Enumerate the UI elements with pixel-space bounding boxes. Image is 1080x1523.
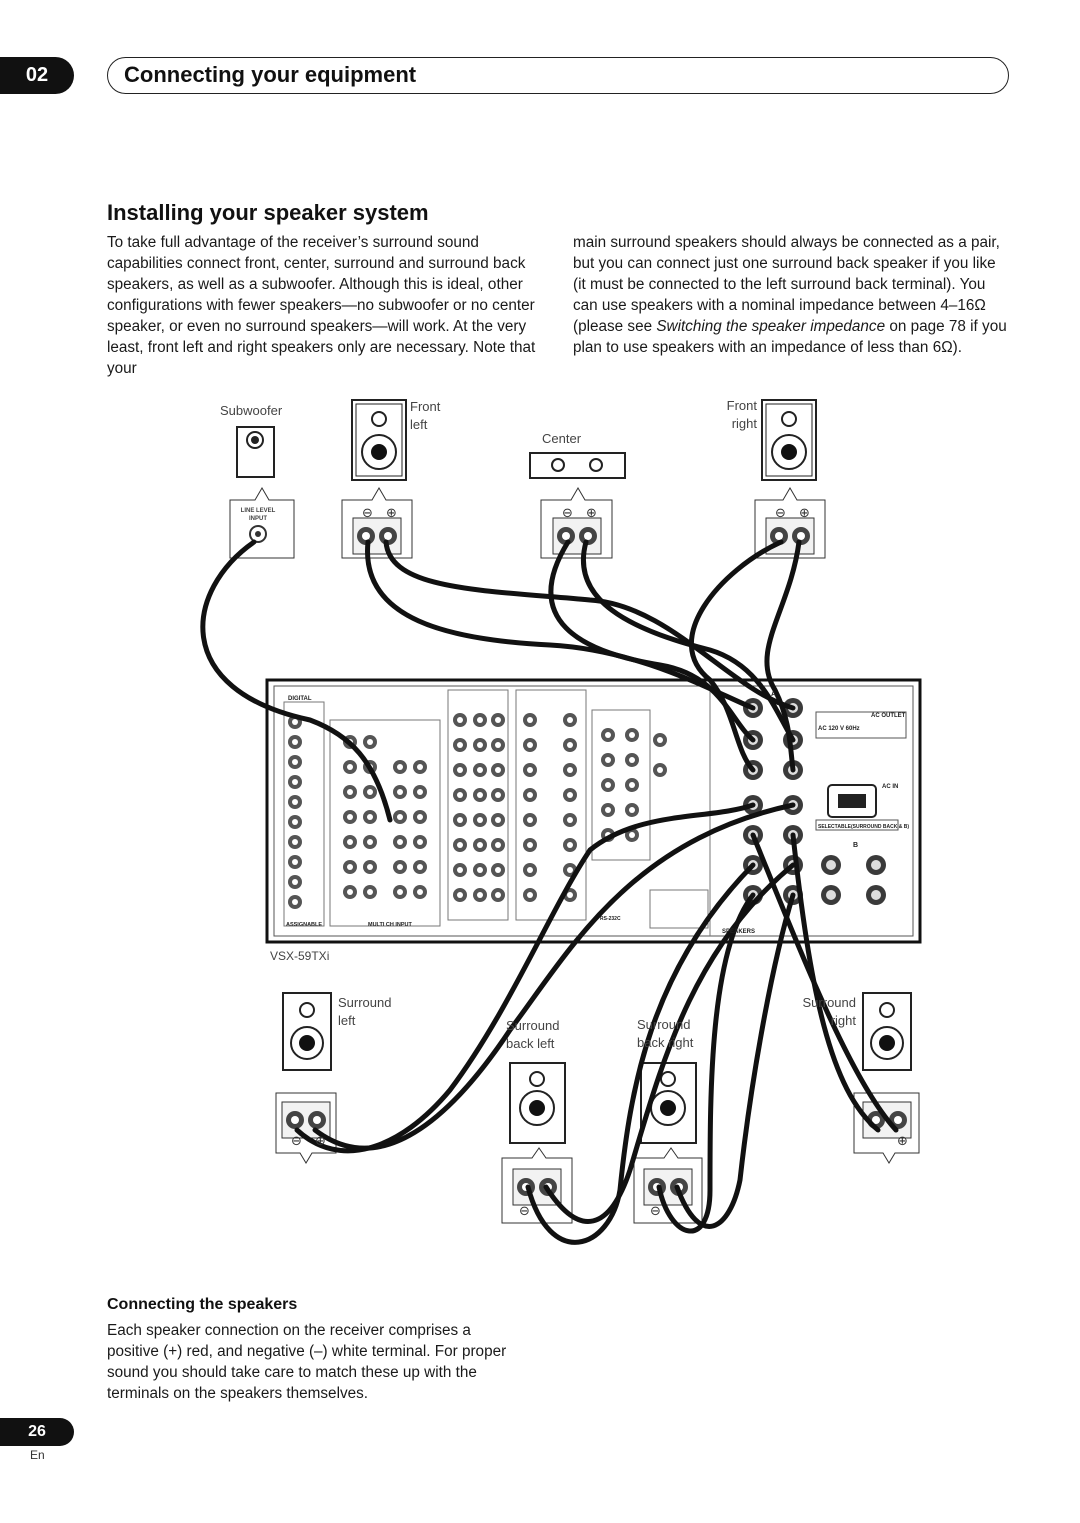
panel-label-multi-ch-input: MULTI CH INPUT <box>368 922 412 928</box>
surround-back-left-minus-symbol: ⊖ <box>519 1204 530 1219</box>
surround-right-terminal-callout <box>854 1093 919 1163</box>
surround-right-plus-symbol: ⊕ <box>897 1134 908 1149</box>
front-right-minus-symbol: ⊖ <box>775 506 786 521</box>
label-surround-back-right: Surround back right <box>637 1017 694 1050</box>
intro-right-column <box>573 232 1009 358</box>
panel-label-digital: DIGITAL <box>288 696 312 702</box>
panel-label-rs232c: RS-232C <box>600 916 621 922</box>
surround-left-minus-symbol: ⊖ <box>291 1134 302 1149</box>
connecting-speakers-title: Connecting the speakers <box>107 1296 298 1313</box>
receiver-rear-panel <box>267 680 920 942</box>
center-terminal-callout <box>541 488 612 558</box>
panel-label-terminal-b: B <box>853 842 859 849</box>
front-left-terminal-callout <box>342 488 412 558</box>
panel-label-ac-rating: AC 120 V 60Hz <box>818 726 860 732</box>
subwoofer-input-callout <box>230 488 294 558</box>
intro-right-text: main surround speakers should always be connected as a pair, but you can connect just one surround back speaker if you like (it must be connected to the left surround back terminal). You can use speakers with a nominal impedance between 4–16Ω (please see <box>573 234 1000 335</box>
center-speaker <box>530 453 625 478</box>
panel-label-speakers: SPEAKERS <box>722 929 756 935</box>
chapter-header <box>107 57 1009 94</box>
label-surround-back-left: Surround back left <box>506 1018 560 1051</box>
center-minus-symbol: ⊖ <box>562 506 573 521</box>
label-center: Center <box>542 431 582 446</box>
panel-label-terminal-a: A <box>771 691 777 698</box>
section-title: Installing your speaker system <box>107 200 429 225</box>
surround-back-right-minus-symbol: ⊖ <box>650 1204 661 1219</box>
front-right-speaker <box>762 400 816 480</box>
surround-right-speaker <box>863 993 911 1070</box>
label-front-right: Front right <box>726 398 757 431</box>
front-left-plus-symbol: ⊕ <box>386 506 397 521</box>
page-number: 26 <box>0 1418 74 1446</box>
page-language: En <box>30 1448 45 1462</box>
surround-left-speaker <box>283 993 331 1070</box>
front-left-speaker <box>352 400 406 480</box>
label-surround-right: Surround right <box>802 995 856 1028</box>
front-right-plus-symbol: ⊕ <box>799 506 810 521</box>
connecting-speakers-body: Each speaker connection on the receiver comprises a positive (+) red, and negative (–) white terminal. For proper sound you should take care to match these up with the terminals on the speakers themselves. <box>107 1322 507 1402</box>
wiring-drawing <box>190 390 935 1280</box>
label-model: VSX-59TXi <box>270 949 330 963</box>
panel-label-assignable: ASSIGNABLE <box>286 922 323 928</box>
intro-right-text-end: on page 78 if you plan to use speakers with an impedance of less than 6Ω). <box>573 318 1007 356</box>
intro-left-column: To take full advantage of the receiver’s surround sound capabilities connect front, center, surround and surround back speakers, as well as a subwoofer. Although this is ideal, other configurations with fewer speakers—no subwoofer or no center speaker, or even no surround speakers—will work. At the very least, front left and right speakers only are necessary. Note that your <box>107 234 536 377</box>
panel-label-selectable: SELECTABLE(SURROUND BACK & B) <box>818 824 910 830</box>
chapter-title: Connecting your equipment <box>124 62 417 87</box>
subwoofer-box <box>237 427 274 477</box>
speaker-wiring-diagram <box>190 390 935 1280</box>
label-line-level-input: LINE LEVEL INPUT <box>240 508 276 522</box>
surround-left-plus-symbol: ⊕ <box>315 1134 326 1149</box>
label-surround-left: Surround left <box>338 995 392 1028</box>
chapter-number: 02 <box>0 57 74 94</box>
label-subwoofer: Subwoofer <box>220 403 283 418</box>
front-left-minus-symbol: ⊖ <box>362 506 373 521</box>
panel-label-ac-in: AC IN <box>882 784 899 790</box>
center-plus-symbol: ⊕ <box>586 506 597 521</box>
label-front-left: Front left <box>410 399 441 432</box>
impedance-reference: Switching the speaker impedance <box>656 318 886 335</box>
surround-left-terminal-callout <box>276 1093 336 1163</box>
surround-back-left-speaker <box>510 1063 565 1143</box>
panel-label-ac-outlet: AC OUTLET <box>871 713 906 719</box>
